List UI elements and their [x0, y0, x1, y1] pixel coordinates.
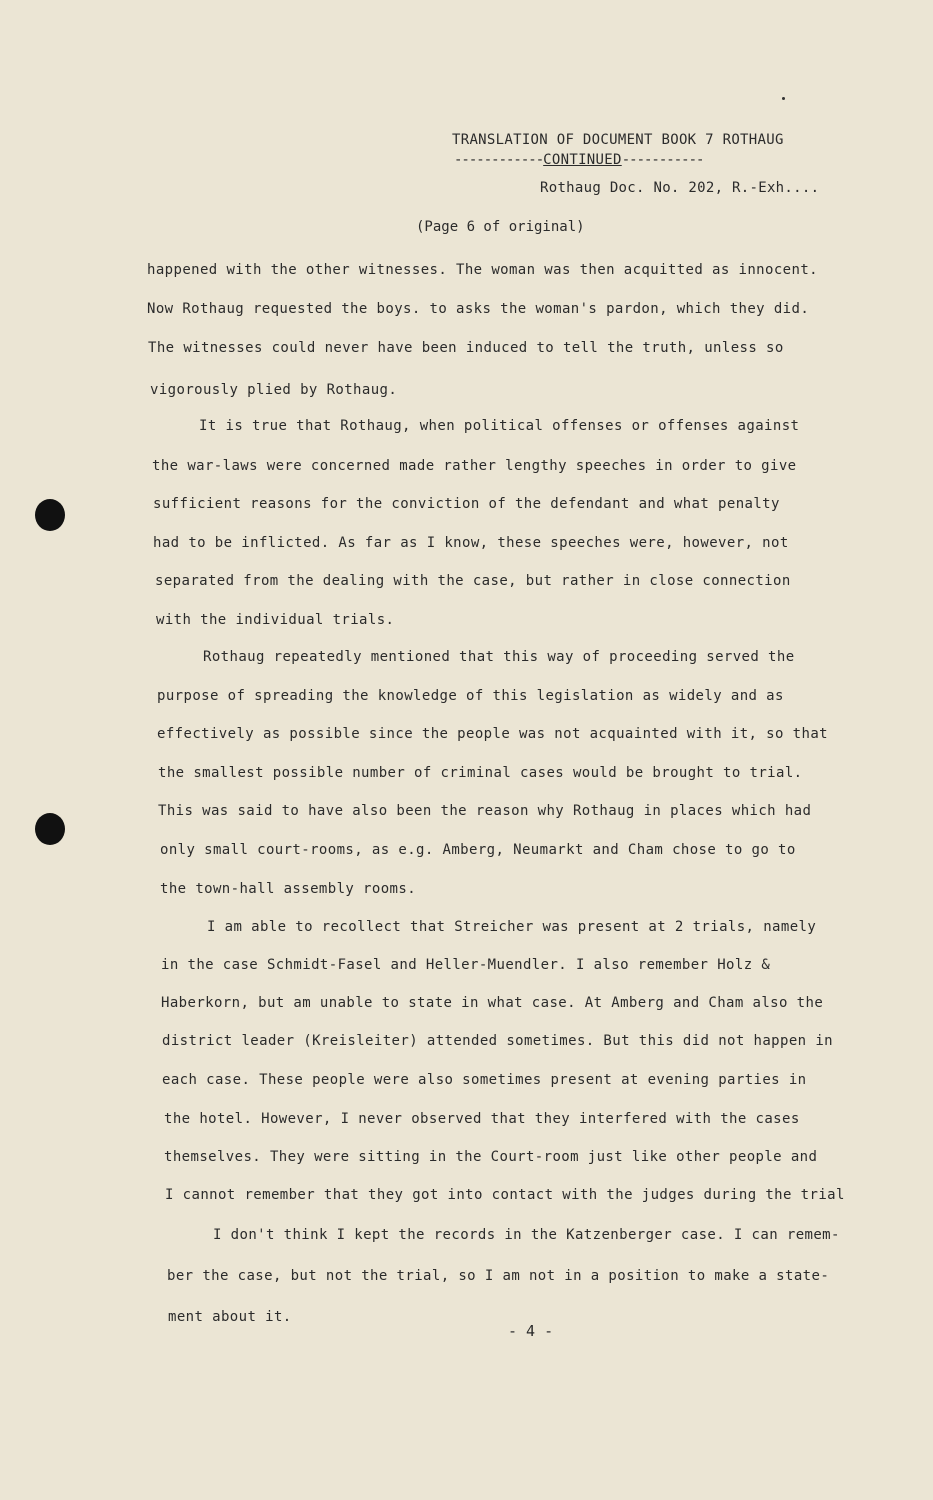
- text-line: purpose of spreading the knowledge of this legislation as widely and as: [157, 688, 784, 704]
- page-note: (Page 6 of original): [416, 219, 585, 235]
- text-line: only small court-rooms, as e.g. Amberg, Neumarkt and Cham chose to go to: [160, 842, 796, 858]
- punch-hole-lower: [35, 813, 65, 845]
- text-line: vigorously plied by Rothaug.: [150, 382, 398, 398]
- text-line: ber the case, but not the trial, so I am not in a position to make a state-: [167, 1268, 830, 1284]
- text-line: ment about it.: [168, 1309, 292, 1325]
- text-line: It is true that Rothaug, when political offenses or offenses against: [199, 418, 800, 434]
- subtitle-dashes-left: ------------: [454, 152, 544, 168]
- subtitle-dashes-right: -----------: [621, 152, 704, 168]
- page-number: - 4 -: [508, 1322, 554, 1340]
- text-line: had to be inflicted. As far as I know, these speeches were, however, not: [153, 535, 789, 551]
- text-line: separated from the dealing with the case, but rather in close connection: [155, 573, 791, 589]
- text-line: with the individual trials.: [156, 612, 395, 628]
- text-line: the town-hall assembly rooms.: [160, 881, 417, 897]
- text-line: I am able to recollect that Streicher was present at 2 trials, namely: [207, 919, 817, 935]
- text-line: the war-laws were concerned made rather lengthy speeches in order to give: [152, 458, 797, 474]
- text-line: happened with the other witnesses. The woman was then acquitted as innocent.: [147, 262, 818, 278]
- text-line: Now Rothaug requested the boys. to asks the woman's pardon, which they did.: [147, 301, 810, 317]
- text-line: This was said to have also been the reason why Rothaug in places which had: [158, 803, 812, 819]
- text-line: effectively as possible since the people was not acquainted with it, so that: [157, 726, 828, 742]
- document-subtitle: [454, 152, 703, 168]
- text-line: The witnesses could never have been induced to tell the truth, unless so: [148, 340, 784, 356]
- text-line: in the case Schmidt-Fasel and Heller-Muendler. I also remember Holz &: [161, 957, 771, 973]
- text-line: the smallest possible number of criminal cases would be brought to trial.: [158, 765, 803, 781]
- text-line: I don't think I kept the records in the Katzenberger case. I can remem-: [213, 1227, 840, 1243]
- text-line: the hotel. However, I never observed that they interfered with the cases: [164, 1111, 800, 1127]
- text-line: Haberkorn, but am unable to state in what case. At Amberg and Cham also the: [161, 995, 824, 1011]
- text-line: district leader (Kreisleiter) attended sometimes. But this did not happen in: [162, 1033, 833, 1049]
- subtitle-continued: CONTINUED: [543, 152, 622, 168]
- text-line: sufficient reasons for the conviction of the defendant and what penalty: [153, 496, 780, 512]
- punch-hole-upper: [35, 499, 65, 531]
- text-line: each case. These people were also sometimes present at evening parties in: [162, 1072, 807, 1088]
- text-line: themselves. They were sitting in the Court-room just like other people and: [164, 1149, 818, 1165]
- text-line: I cannot remember that they got into contact with the judges during the trial: [165, 1187, 845, 1203]
- document-reference: Rothaug Doc. No. 202, R.-Exh....: [540, 180, 820, 196]
- ink-speck: [782, 97, 785, 100]
- document-title: TRANSLATION OF DOCUMENT BOOK 7 ROTHAUG: [452, 132, 784, 148]
- text-line: Rothaug repeatedly mentioned that this way of proceeding served the: [203, 649, 795, 665]
